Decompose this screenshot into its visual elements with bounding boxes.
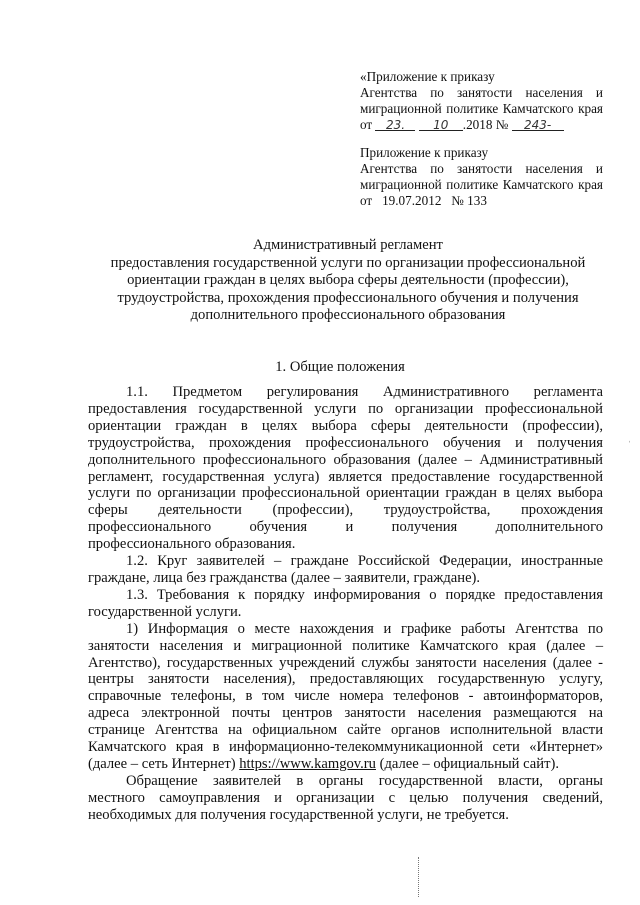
text-line: 1) Информация о месте нахождения и графике работы Агентства по — [126, 620, 603, 637]
text-line: предоставления государственной услуги по организации профессиональной — [88, 400, 603, 417]
text-line: услуги по организации профессиональной ориентации граждан в целях выбора — [88, 485, 603, 502]
text-line: необходимых для получения государственной услуги, не требуется. — [88, 806, 509, 823]
title-line: предоставления государственной услуги по организации профессиональной — [110, 254, 586, 271]
title-line: Административный регламент — [253, 237, 443, 253]
text-line: местного самоуправления и организации с целью получения сведений, — [88, 789, 603, 806]
text-line: центры занятости населения), предоставляющих государственную услугу, — [88, 671, 603, 688]
paragraph-info — [88, 621, 603, 773]
section-heading: 1. Общие положения — [275, 359, 405, 375]
title-line: дополнительного профессионального образования — [190, 307, 506, 324]
handwritten-day: 23. — [375, 117, 415, 131]
text-line: сферы деятельности (профессии), трудоустройства, прохождения — [88, 502, 603, 519]
text-line: Камчатского края в информационно-телекоммуникационной сети «Интернет» — [88, 739, 603, 756]
paragraph-1-1 — [88, 384, 603, 553]
annex-line: Агентства по занятости населения и — [360, 85, 603, 100]
paragraph-1-3 — [88, 587, 603, 621]
scan-artifact-dots — [418, 857, 421, 897]
text-line: трудоустройства, прохождения профессионального обучения и получения — [88, 434, 603, 451]
text-line: справочные телефоны, в том числе номера телефонов - автоинформаторов, — [88, 688, 603, 705]
scan-artifact-mark: ˈ — [628, 440, 632, 451]
text-line: 1.3. Требования к порядку информирования о порядке предоставления — [126, 586, 603, 603]
text-line: регламент, государственная услуга) является предоставление государственной — [88, 468, 603, 485]
text-line: государственной услуги. — [88, 603, 242, 620]
annex-header-new — [360, 69, 603, 133]
text-fragment: (далее – сеть Интернет) — [88, 755, 240, 772]
text-line: граждане, лица без гражданства (далее – заявители, граждане). — [88, 569, 481, 586]
handwritten-number: 243- — [512, 117, 564, 131]
text-line: профессионального образования. — [88, 536, 296, 553]
number-sign: № — [495, 117, 509, 132]
text-fragment: (далее – официальный сайт). — [375, 755, 559, 772]
text-line: профессионального обучения и получения дополнительного — [88, 519, 603, 536]
kamgov-link[interactable]: https://www.kamgov.ru — [239, 755, 376, 772]
title-line: ориентации граждан в целях выбора сферы деятельности (профессии), — [127, 272, 569, 289]
text-line: адреса электронной почты центров занятости населения размещаются на — [88, 705, 603, 722]
document-body — [88, 384, 603, 824]
text-line — [88, 756, 603, 773]
annex-date-line — [360, 117, 603, 133]
text-line: странице Агентства на официальном сайте органов исполнительной власти — [88, 722, 603, 739]
text-line: ориентации граждан в целях выбора сферы деятельности (профессии), — [88, 417, 603, 434]
text-line: занятости населения и миграционной политике Камчатского края (далее – — [88, 637, 603, 654]
title-line: трудоустройства, прохождения профессионального обучения и получения — [117, 289, 579, 306]
text-line: 1.2. Круг заявителей – граждане Российской Федерации, иностранные — [126, 553, 603, 570]
text-line: Обращение заявителей в органы государственной власти, органы — [126, 772, 603, 789]
annex-line: Агентства по занятости населения и — [360, 161, 603, 176]
annex-header-original — [360, 145, 603, 209]
annex-title-line: «Приложение к приказу — [360, 69, 495, 84]
annex-line: миграционной политике Камчатского края — [360, 177, 603, 192]
paragraph-1-2 — [88, 553, 603, 587]
text-line: 1.1. Предметом регулирования Административного регламента — [126, 384, 603, 400]
text-line: Агентство), государственных учреждений службы занятости населения (далее - — [88, 654, 603, 671]
date-year: .2018 — [462, 117, 493, 132]
document-title — [80, 237, 616, 325]
paragraph-appeal — [88, 773, 603, 824]
annex-title-line: Приложение к приказу — [360, 145, 489, 160]
annex-date-line: от 19.07.2012 № 133 — [360, 193, 487, 208]
date-prefix: от — [360, 117, 373, 132]
handwritten-month: 10 — [419, 117, 463, 131]
annex-line: миграционной политике Камчатского края — [360, 101, 603, 116]
text-line: дополнительного профессионального образования (далее – Административный — [88, 451, 603, 468]
